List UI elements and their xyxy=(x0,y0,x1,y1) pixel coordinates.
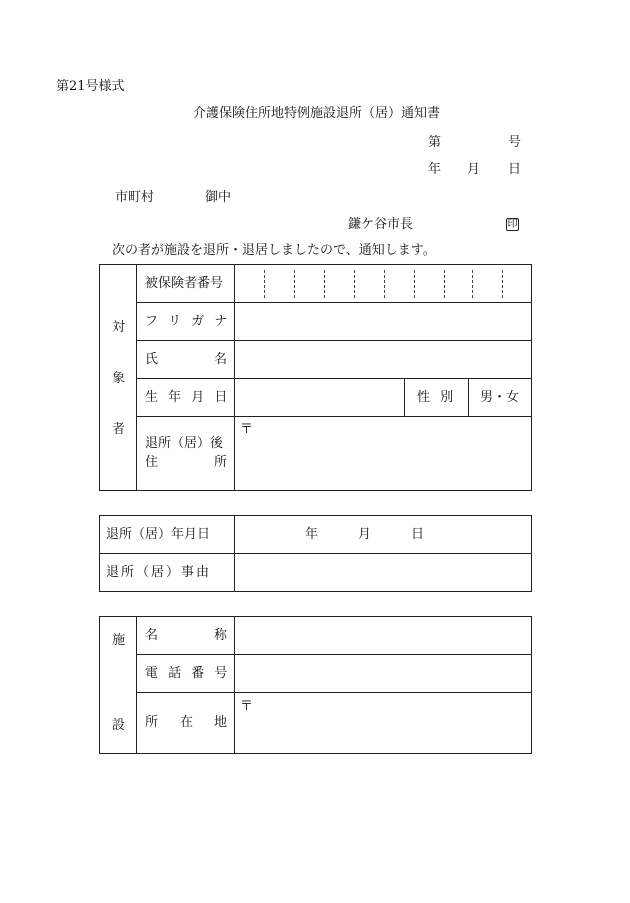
doc-number-suffix: 号 xyxy=(508,135,522,150)
addressee-name: 市町村 xyxy=(115,190,155,205)
facility-location-label-1: 所 xyxy=(145,715,159,730)
facility-group-label-2: 設 xyxy=(112,718,126,733)
name-field[interactable] xyxy=(235,341,531,378)
furigana-field[interactable] xyxy=(235,303,531,340)
facility-name-label-1: 名 xyxy=(145,628,159,643)
move-date-field[interactable] xyxy=(235,516,531,553)
facility-group-label-1: 施 xyxy=(112,633,126,648)
seal-mark xyxy=(506,218,519,231)
facility-phone-label: 電 話 番 号 xyxy=(145,666,231,681)
subject-group-label-2: 象 xyxy=(112,371,126,386)
postal-mark: 〒 xyxy=(240,422,254,437)
insured-number-field[interactable] xyxy=(235,265,531,302)
address-after-label-line2-a: 住 xyxy=(145,455,159,470)
form-number: 第21号様式 xyxy=(56,79,125,94)
birthdate-label: 生 年 月 日 xyxy=(145,390,231,405)
gender-options: 男・女 xyxy=(480,390,520,405)
insured-number-label: 被保険者番号 xyxy=(145,276,224,291)
doc-number-prefix: 第 xyxy=(428,135,442,150)
issue-date-year: 年 xyxy=(428,162,442,177)
facility-name-field[interactable] xyxy=(235,617,531,654)
issuer-name: 鎌ケ谷市長 xyxy=(348,217,414,232)
move-reason-label: 退所（居）事由 xyxy=(106,565,212,580)
facility-postal-mark: 〒 xyxy=(240,699,254,714)
birthdate-field[interactable] xyxy=(235,379,404,416)
move-date-year: 年 xyxy=(305,527,319,542)
name-label-1: 氏 xyxy=(145,352,159,367)
subject-group-label-1: 対 xyxy=(112,320,126,335)
furigana-label: フ リ ガ ナ xyxy=(145,314,231,329)
facility-location-label-2: 在 xyxy=(180,715,194,730)
move-date-label: 退所（居）年月日 xyxy=(106,527,211,542)
gender-field[interactable] xyxy=(469,379,531,416)
move-date-day: 日 xyxy=(411,527,425,542)
move-reason-field[interactable] xyxy=(235,554,531,591)
move-date-month: 月 xyxy=(358,527,372,542)
address-after-field[interactable] xyxy=(235,417,531,490)
facility-location-label-3: 地 xyxy=(214,715,228,730)
address-after-label-line2-b: 所 xyxy=(214,455,228,470)
facility-location-field[interactable] xyxy=(235,693,531,753)
subject-group-label-3: 者 xyxy=(112,422,126,437)
issue-date-month: 月 xyxy=(467,162,481,177)
facility-name-label-2: 称 xyxy=(214,628,228,643)
address-after-label-line1: 退所（居）後 xyxy=(145,436,224,451)
facility-phone-field[interactable] xyxy=(235,655,531,692)
intro-sentence: 次の者が施設を退所・退居しましたので、通知します。 xyxy=(112,243,436,258)
gender-label: 性 別 xyxy=(417,390,457,405)
document-title: 介護保険住所地特例施設退所（居）通知書 xyxy=(193,106,441,121)
addressee-honorific: 御中 xyxy=(205,190,232,205)
seal-char: 印 xyxy=(507,218,518,230)
issue-date-day: 日 xyxy=(508,162,522,177)
name-label-2: 名 xyxy=(214,352,228,367)
